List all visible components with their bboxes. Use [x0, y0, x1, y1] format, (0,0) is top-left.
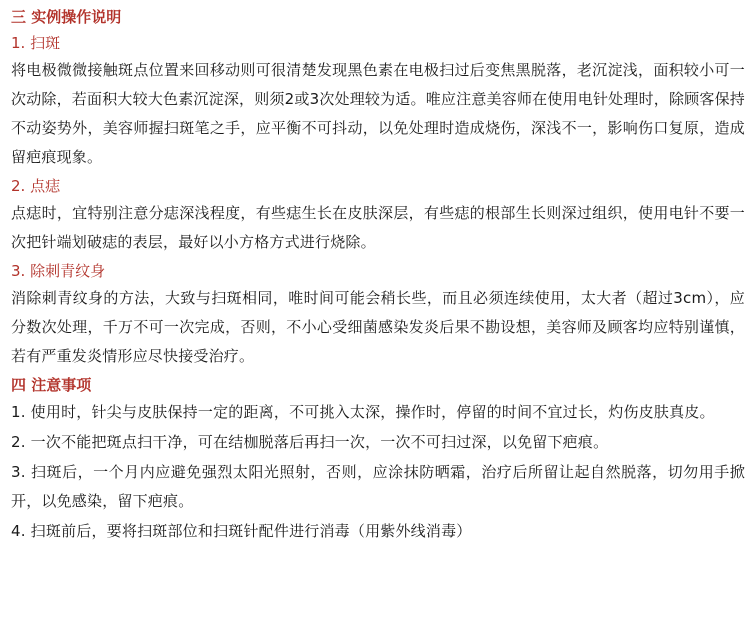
- item-1-text: 将电极微微接触斑点位置来回移动则可很清楚发现黑色素在电极扫过后变焦黑脱落，老沉淀浅，面积较小可一次动除，若面积大较大色素沉淀深，则须2或3次处理较为适。唯应注意美容师在使用电针处理时，除顾客保持不动姿势外，美容师握扫斑笔之手，应平衡不可抖动，以免处理时造成烧伤，深浅不一，影响伤口复原，造成留疤痕现象。: [11, 61, 745, 166]
- item-1-heading: 1. 扫斑: [11, 34, 61, 52]
- item-2-text: 点痣时，宜特别注意分痣深浅程度，有些痣生长在皮肤深层，有些痣的根部生长则深过组织，使用电针不要一次把针端划破痣的表层，最好以小方格方式进行烧除。: [11, 204, 745, 251]
- item-3-heading: 3. 除刺青纹身: [11, 262, 106, 280]
- note-2: 2. 一次不能把斑点扫干净，可在结枷脱落后再扫一次，一次不可扫过深，以免留下疤痕。: [11, 433, 609, 451]
- note-3: 3. 扫斑后，一个月内应避免强烈太阳光照射，否则，应涂抹防晒霜，治疗后所留让起自然脱落，切勿用手掀开，以免感染，留下疤痕。: [11, 463, 745, 510]
- item-3-text: 消除刺青纹身的方法，大致与扫斑相同，唯时间可能会稍长些，而且必须连续使用，太大者（超过3cm），应分数次处理，千万不可一次完成，否则，不小心受细菌感染发炎后果不勘设想，美容师及顾客均应特别谨慎，若有严重发炎情形应尽快接受治疗。: [11, 289, 745, 365]
- item-2-heading: 2. 点痣: [11, 177, 61, 195]
- section-4-title: 四 注意事项: [11, 376, 92, 394]
- note-4: 4. 扫斑前后，要将扫斑部位和扫斑针配件进行消毒（用紫外线消毒）: [11, 522, 472, 540]
- section-3-title: 三 实例操作说明: [11, 8, 122, 26]
- note-1: 1. 使用时，针尖与皮肤保持一定的距离，不可挑入太深，操作时，停留的时间不宜过长，灼伤皮肤真皮。: [11, 403, 715, 421]
